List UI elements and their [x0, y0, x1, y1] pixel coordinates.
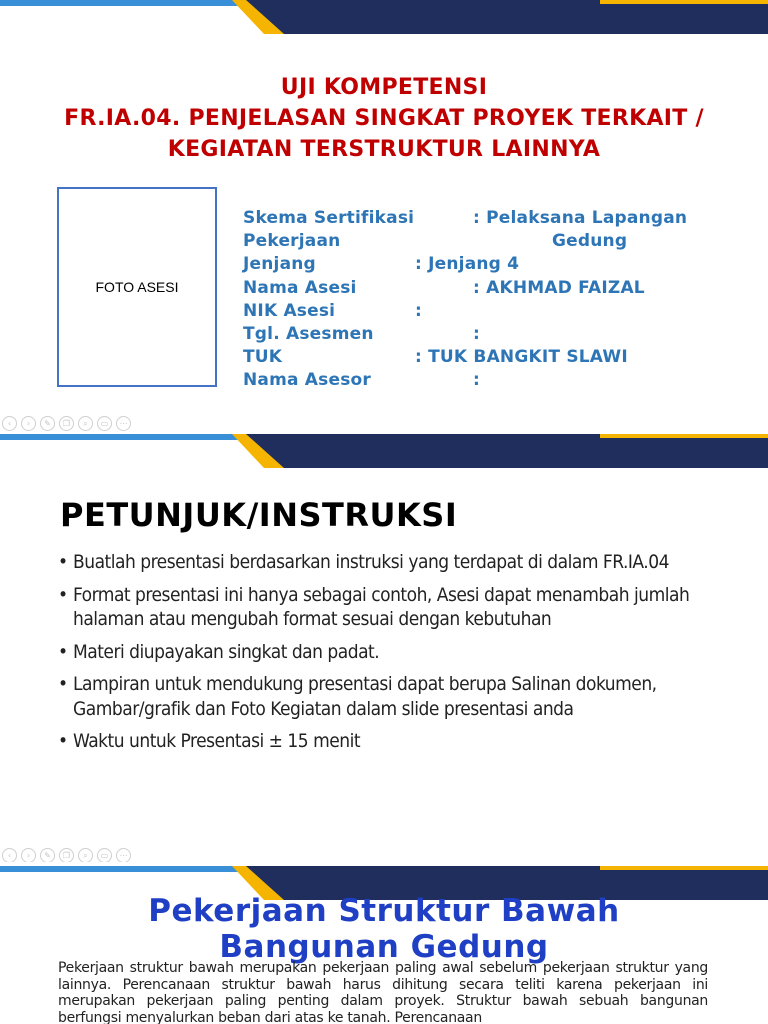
info-label: Nama Asesor [243, 370, 371, 391]
slide-cover [0, 0, 768, 432]
screen-icon[interactable]: ▭ [97, 416, 112, 431]
info-value: : TUK BANGKIT SLAWI [415, 347, 628, 368]
info-label: Pekerjaan [243, 231, 341, 252]
next-icon[interactable]: › [21, 416, 36, 431]
copy-icon[interactable]: ❐ [59, 848, 74, 862]
title-line: UJI KOMPETENSI [280, 75, 488, 100]
info-value: : [473, 323, 480, 344]
title-line: FR.IA.04. PENJELASAN SINGKAT PROYEK TERKAIT / [64, 106, 704, 131]
slide-toolbar [2, 848, 131, 862]
info-label: NIK Asesi [243, 300, 336, 321]
list-item: • Format presentasi ini hanya sebagai contoh, Asesi dapat menambah jumlah halaman atau mengubah format sesuai dengan kebutuhan [58, 583, 708, 632]
list-item: • Materi diupayakan singkat dan padat. [58, 640, 708, 665]
more-icon[interactable]: ⋯ [116, 848, 131, 862]
content-title [0, 893, 768, 965]
title-line: Bangunan Gedung [219, 929, 549, 965]
header-band [0, 434, 768, 468]
title-line: KEGIATAN TERSTRUKTUR LAINNYA [167, 137, 601, 162]
zoom-icon[interactable]: ⌕ [78, 848, 93, 862]
content-body: Pekerjaan struktur bawah merupakan pekerjaan paling awal sebelum pekerjaan struktur yang lainnya. Perencanaan struktur bawah harus dihitung secara teliti karena pekerjaan ini merupakan pekerjaan paling penting dalam proyek. Struktur bawah sebuah bangunan berfungsi menyalurkan beban dari atas ke tanah. Perencanaan [58, 960, 708, 1024]
copy-icon[interactable]: ❐ [59, 416, 74, 431]
screen-icon[interactable]: ▭ [97, 848, 112, 862]
next-icon[interactable]: › [21, 848, 36, 862]
slide-content [0, 866, 768, 1024]
info-value: : [473, 370, 480, 391]
pen-icon[interactable]: ✎ [40, 416, 55, 431]
prev-icon[interactable]: ‹ [2, 848, 17, 862]
info-value: Gedung [552, 231, 628, 252]
list-item: • Lampiran untuk mendukung presentasi dapat berupa Salinan dokumen, Gambar/grafik dan Foto Kegiatan dalam slide presentasi anda [58, 672, 708, 721]
info-label: TUK [243, 347, 283, 368]
info-label: Skema Sertifikasi [243, 208, 415, 228]
photo-placeholder [57, 187, 217, 387]
slide-toolbar [2, 416, 131, 431]
prev-icon[interactable]: ‹ [2, 416, 17, 431]
list-item: • Waktu untuk Presentasi ± 15 menit [58, 729, 708, 754]
header-band [0, 0, 768, 34]
info-value: : AKHMAD FAIZAL [473, 277, 645, 298]
pen-icon[interactable]: ✎ [40, 848, 55, 862]
instructions-list [58, 550, 708, 762]
more-icon[interactable]: ⋯ [116, 416, 131, 431]
instructions-title: PETUNJUK/INSTRUKSI [60, 496, 458, 534]
info-value: : Pelaksana Lapangan [473, 208, 688, 228]
slide-title [0, 72, 768, 165]
info-label: Nama Asesi [243, 277, 357, 298]
info-value: : [415, 300, 422, 321]
photo-label: FOTO ASESI [95, 279, 179, 295]
info-label: Jenjang [243, 254, 316, 275]
zoom-icon[interactable]: ⌕ [78, 416, 93, 431]
info-label: Tgl. Asesmen [243, 323, 374, 344]
list-item: • Buatlah presentasi berdasarkan instruksi yang terdapat di dalam FR.IA.04 [58, 550, 708, 575]
info-value: : Jenjang 4 [415, 254, 520, 275]
slide-instructions [0, 434, 768, 862]
title-line: Pekerjaan Struktur Bawah [148, 893, 620, 929]
